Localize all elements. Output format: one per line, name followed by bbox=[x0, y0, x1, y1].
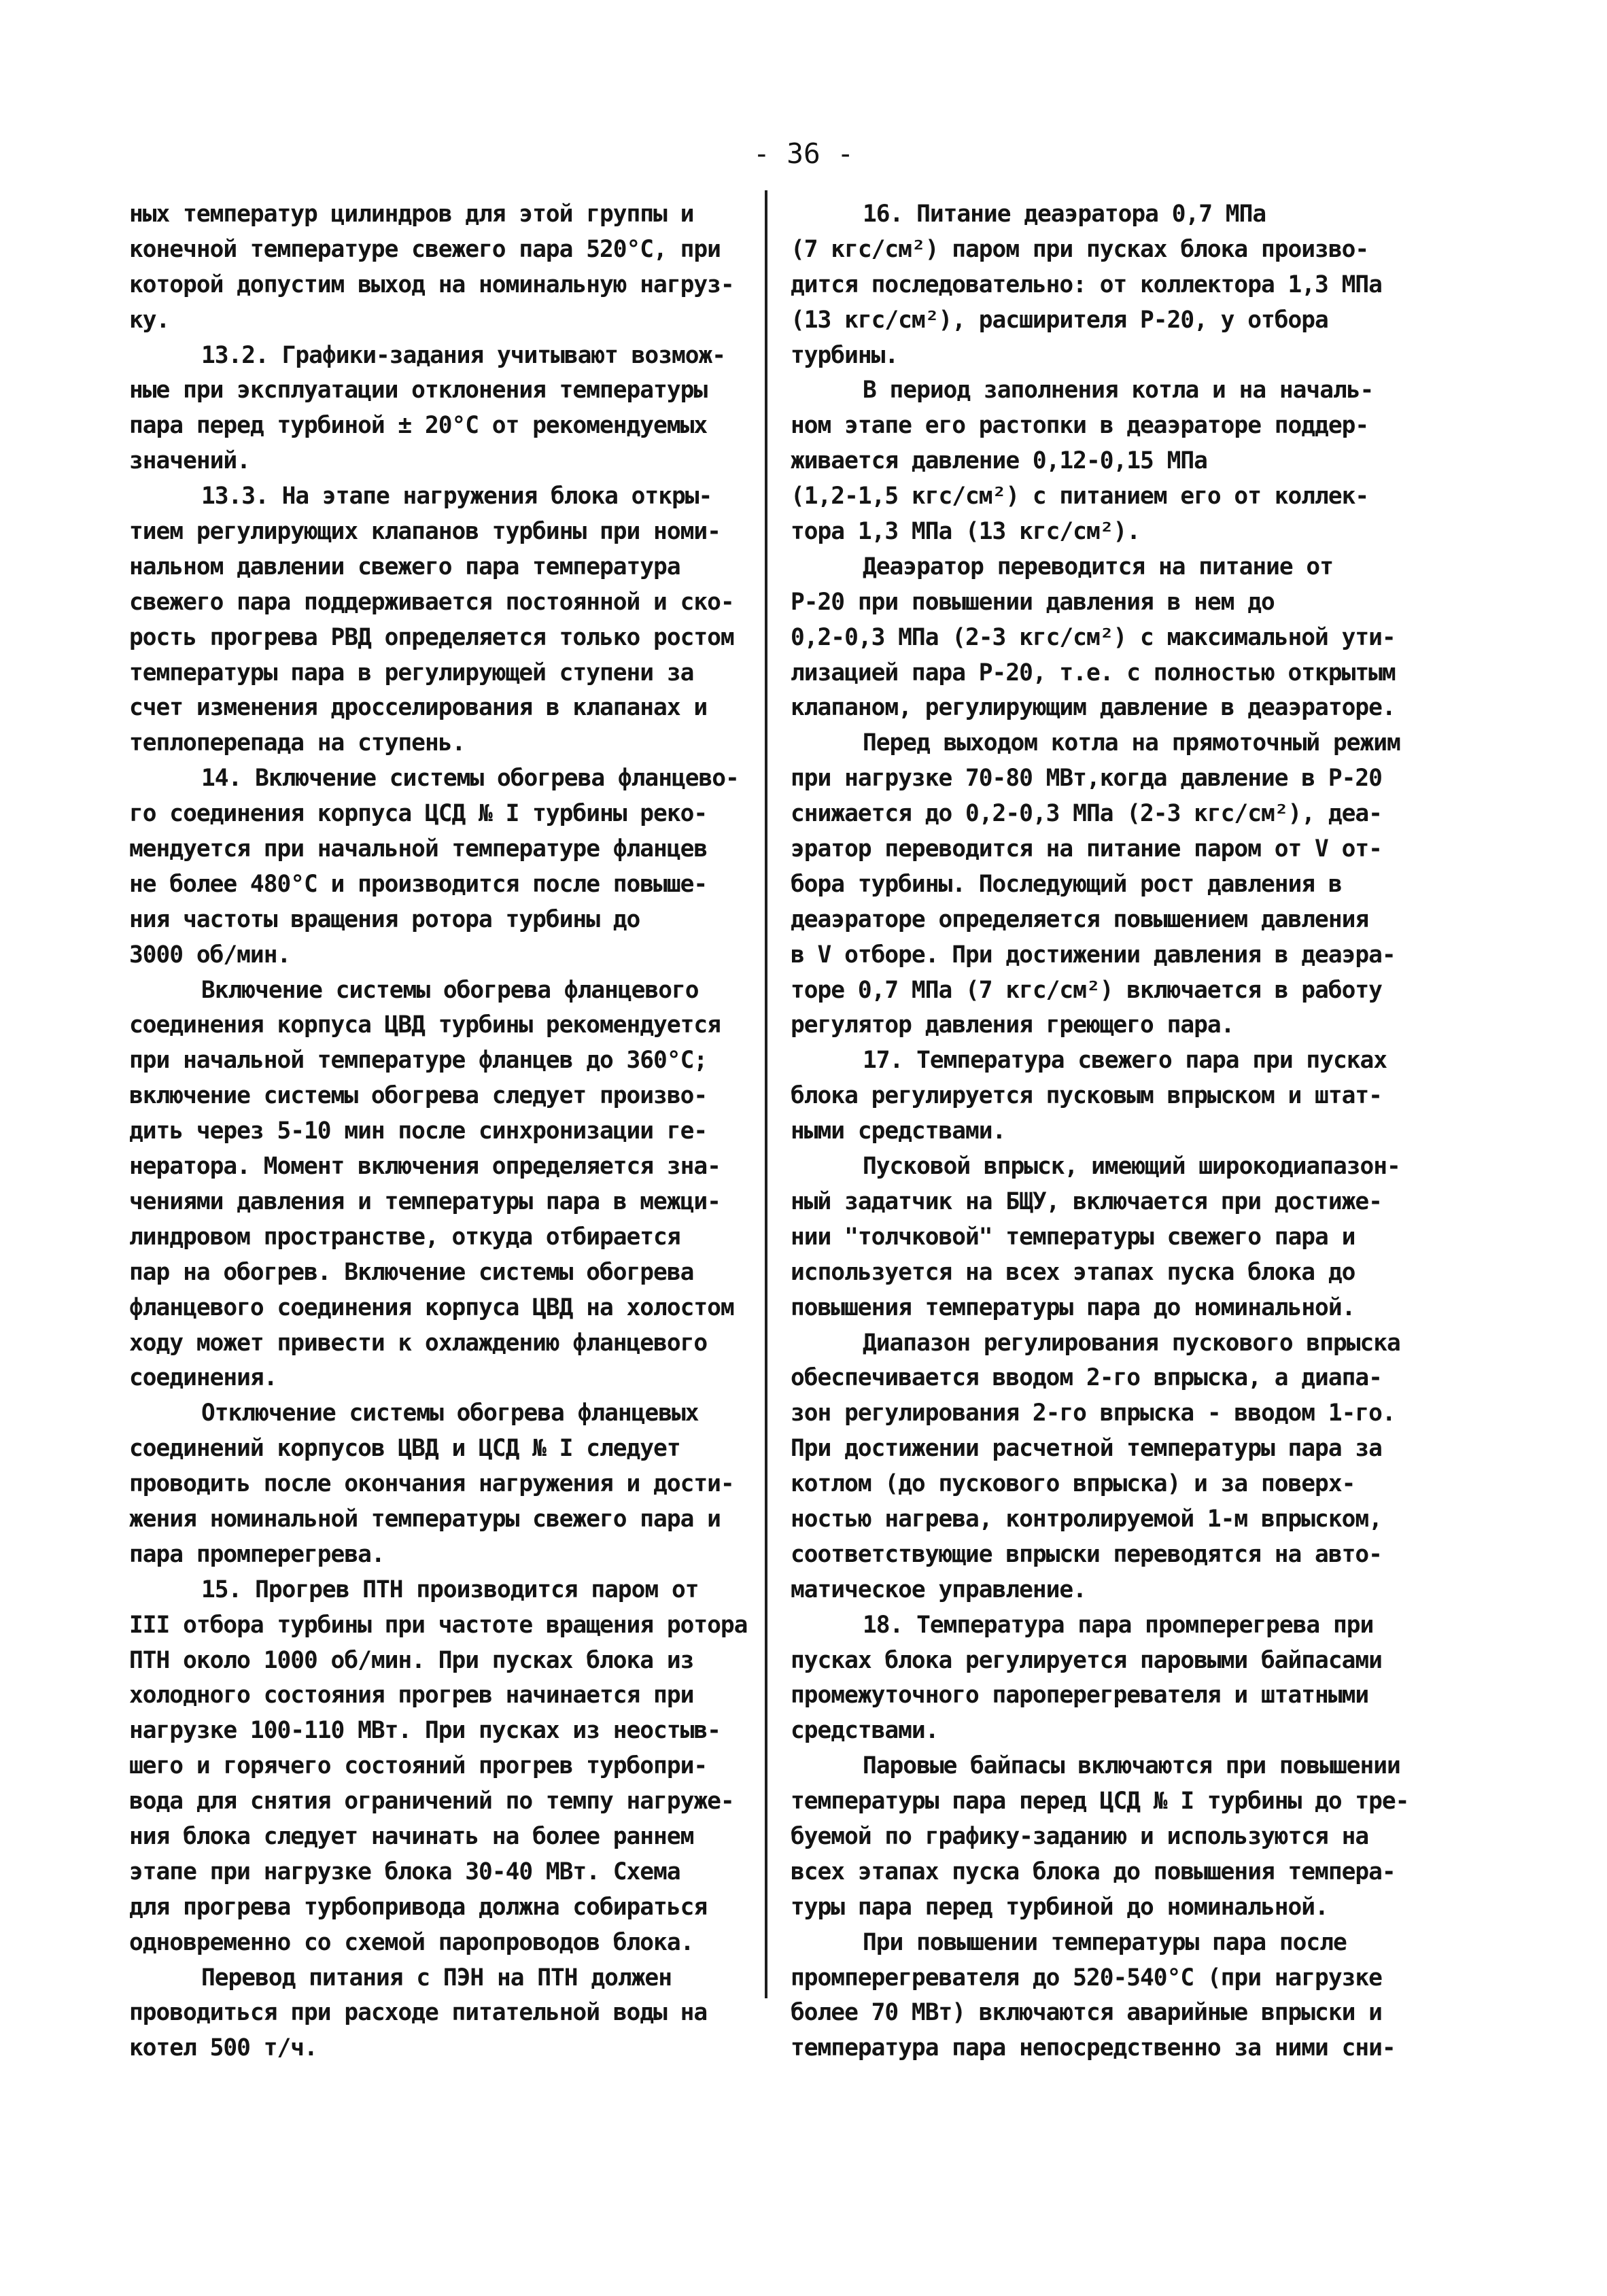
text-line: более 70 МВт) включаются аварийные впрыски и bbox=[791, 1999, 1382, 2027]
text-line: теплоперепада на ступень. bbox=[129, 729, 466, 757]
text-line: (1,2-1,5 кгс/см²) с питанием его от коллек- bbox=[791, 483, 1369, 510]
text-line: ный задатчик на БЩУ, включается при достиже- bbox=[791, 1187, 1382, 1215]
text-line: которой допустим выход на номинальную нагруз- bbox=[129, 271, 734, 298]
text-line: дится последовательно: от коллектора 1,3 МПа bbox=[791, 271, 1382, 298]
text-line: ПТН около 1000 об/мин. При пусках блока из bbox=[129, 1646, 694, 1674]
text-line: средствами. bbox=[791, 1717, 939, 1745]
text-line: туры пара перед турбиной до номинальной. bbox=[791, 1893, 1328, 1921]
text-line: свежего пара поддерживается постоянной и ско- bbox=[129, 588, 734, 616]
text-line: вода для снятия ограничений по темпу нагруже- bbox=[129, 1788, 734, 1815]
text-line: лизацией пара Р-20, т.е. с полностью открытым bbox=[791, 659, 1396, 686]
text-line: дить через 5-10 мин после синхронизации ге- bbox=[129, 1117, 708, 1145]
text-line: в V отборе. При достижении давления в деаэра- bbox=[791, 941, 1396, 969]
text-line: нератора. Момент включения определяется зна- bbox=[129, 1153, 721, 1181]
text-line: шего и горячего состояний прогрев турбопри- bbox=[129, 1752, 708, 1780]
text-line: рость прогрева РВД определяется только ростом bbox=[129, 623, 734, 651]
text-line: торе 0,7 МПа (7 кгс/см²) включается в работу bbox=[791, 976, 1382, 1004]
text-line: 14. Включение системы обогрева фланцево- bbox=[201, 765, 739, 793]
text-line: ходу может привести к охлаждению фланцевого bbox=[129, 1329, 708, 1357]
text-line: соединения. bbox=[129, 1364, 277, 1392]
text-line: пара промперегрева. bbox=[129, 1540, 385, 1568]
text-line: ном этапе его растопки в деаэраторе поддер- bbox=[791, 412, 1369, 440]
text-line: 3000 об/мин. bbox=[129, 941, 291, 969]
text-line: зон регулирования 2-го впрыска - вводом 1-го. bbox=[791, 1399, 1396, 1427]
text-line: температура пара непосредственно за ними сни- bbox=[791, 2034, 1396, 2062]
text-line: соответствующие впрыски переводятся на авто- bbox=[791, 1540, 1382, 1568]
text-line: 17. Температура свежего пара при пусках bbox=[863, 1047, 1387, 1075]
text-line: матическое управление. bbox=[791, 1576, 1086, 1603]
text-line: 13.3. На этапе нагружения блока откры- bbox=[201, 483, 712, 510]
text-line: ния блока следует начинать на более раннем bbox=[129, 1822, 694, 1850]
text-line: при начальной температуре фланцев до 360°С; bbox=[129, 1047, 708, 1075]
text-line: пар на обогрев. Включение системы обогрева bbox=[129, 1258, 694, 1286]
text-line: ку. bbox=[129, 306, 170, 334]
text-line: го соединения корпуса ЦСД № I турбины реко- bbox=[129, 800, 708, 828]
text-line: обеспечивается вводом 2-го впрыска, а диапа- bbox=[791, 1364, 1382, 1392]
text-line: не более 480°С и производится после повыше- bbox=[129, 870, 708, 898]
text-line: Р-20 при повышении давления в нем до bbox=[791, 588, 1275, 616]
text-line: Отключение системы обогрева фланцевых bbox=[201, 1399, 699, 1427]
text-line: нагрузке 100-110 МВт. При пусках из неостыв- bbox=[129, 1717, 721, 1745]
text-line: ных температур цилиндров для этой группы и bbox=[129, 201, 694, 228]
text-line: клапаном, регулирующим давление в деаэраторе. bbox=[791, 694, 1396, 722]
text-line: 13.2. Графики-задания учитывают возмож- bbox=[201, 341, 726, 369]
text-line: промперегревателя до 520-540°С (при нагрузке bbox=[791, 1964, 1382, 1991]
text-line: ные при эксплуатации отклонения температуры bbox=[129, 377, 708, 404]
text-line: При достижении расчетной температуры пара за bbox=[791, 1435, 1382, 1463]
text-line: тора 1,3 МПа (13 кгс/см²). bbox=[791, 518, 1141, 546]
text-line: Диапазон регулирования пускового впрыска bbox=[863, 1329, 1400, 1357]
text-line: 16. Питание деаэратора 0,7 МПа bbox=[863, 201, 1266, 228]
text-line: проводиться при расходе питательной воды на bbox=[129, 1999, 708, 2027]
text-line: бора турбины. Последующий рост давления в bbox=[791, 870, 1342, 898]
text-line: при нагрузке 70-80 МВт,когда давление в Р-20 bbox=[791, 765, 1382, 793]
right-column bbox=[791, 197, 1423, 2066]
text-line: Перед выходом котла на прямоточный режим bbox=[863, 729, 1400, 757]
text-line: Перевод питания с ПЭН на ПТН должен bbox=[201, 1964, 672, 1991]
text-line: пусках блока регулируется паровыми байпасами bbox=[791, 1646, 1382, 1674]
text-line: Включение системы обогрева фланцевого bbox=[201, 976, 699, 1004]
text-line: включение системы обогрева следует произво- bbox=[129, 1082, 708, 1110]
text-line: регулятор давления греющего пара. bbox=[791, 1011, 1234, 1039]
text-line: эратор переводится на питание паром от V от- bbox=[791, 835, 1382, 863]
text-line: соединения корпуса ЦВД турбины рекомендуется bbox=[129, 1011, 721, 1039]
text-line: ностью нагрева, контролируемой 1-м впрыском, bbox=[791, 1505, 1382, 1533]
text-line: (7 кгс/см²) паром при пусках блока произво- bbox=[791, 235, 1369, 263]
text-line: чениями давления и температуры пара в межци- bbox=[129, 1187, 721, 1215]
text-line: конечной температуре свежего пара 520°С, при bbox=[129, 235, 721, 263]
text-line: жения номинальной температуры свежего пара и bbox=[129, 1505, 721, 1533]
text-line: (13 кгс/см²), расширителя Р-20, у отбора bbox=[791, 306, 1328, 334]
text-line: котел 500 т/ч. bbox=[129, 2034, 317, 2062]
text-line: 18. Температура пара промперегрева при bbox=[863, 1611, 1374, 1639]
text-line: пара перед турбиной ± 20°С от рекомендуемых bbox=[129, 412, 708, 440]
text-line: всех этапах пуска блока до повышения темпера- bbox=[791, 1858, 1396, 1885]
text-line: температуры пара перед ЦСД № I турбины до тре- bbox=[791, 1788, 1409, 1815]
text-line: Пусковой впрыск, имеющий широкодиапазон- bbox=[863, 1153, 1400, 1181]
text-line: живается давление 0,12-0,15 МПа bbox=[791, 447, 1207, 475]
text-line: буемой по графику-заданию и используются на bbox=[791, 1822, 1369, 1850]
text-line: котлом (до пускового впрыска) и за поверх- bbox=[791, 1470, 1355, 1498]
text-line: В период заполнения котла и на началь- bbox=[863, 377, 1374, 404]
text-line: ния частоты вращения ротора турбины до bbox=[129, 905, 640, 933]
text-line: мендуется при начальной температуре фланцев bbox=[129, 835, 708, 863]
text-line: используется на всех этапах пуска блока до bbox=[791, 1258, 1355, 1286]
text-line: 15. Прогрев ПТН производится паром от bbox=[201, 1576, 699, 1603]
text-line: III отбора турбины при частоте вращения ротора bbox=[129, 1611, 748, 1639]
text-line: нии "толчковой" температуры свежего пара и bbox=[791, 1223, 1355, 1251]
text-line: температуры пара в регулирующей ступени за bbox=[129, 659, 694, 686]
text-line: нальном давлении свежего пара температура bbox=[129, 553, 680, 580]
text-line: повышения температуры пара до номинальной. bbox=[791, 1293, 1355, 1321]
text-line: тием регулирующих клапанов турбины при номи- bbox=[129, 518, 721, 546]
text-line: линдровом пространстве, откуда отбирается bbox=[129, 1223, 680, 1251]
text-line: одновременно со схемой паропроводов блока. bbox=[129, 1928, 694, 1956]
text-line: счет изменения дросселирования в клапанах и bbox=[129, 694, 708, 722]
text-line: Деаэратор переводится на питание от bbox=[863, 553, 1333, 580]
text-line: фланцевого соединения корпуса ЦВД на холостом bbox=[129, 1293, 734, 1321]
text-line: блока регулируется пусковым впрыском и штат- bbox=[791, 1082, 1382, 1110]
text-line: холодного состояния прогрев начинается при bbox=[129, 1682, 694, 1709]
left-column bbox=[129, 197, 748, 2066]
text-line: проводить после окончания нагружения и дости- bbox=[129, 1470, 734, 1498]
text-line: значений. bbox=[129, 447, 250, 475]
text-line: для прогрева турбопривода должна собираться bbox=[129, 1893, 708, 1921]
text-line: ными средствами. bbox=[791, 1117, 1006, 1145]
text-line: При повышении температуры пара после bbox=[863, 1928, 1347, 1956]
text-line: соединений корпусов ЦВД и ЦСД № I следует bbox=[129, 1435, 680, 1463]
text-line: турбины. bbox=[791, 341, 899, 369]
text-line: 0,2-0,3 МПа (2-3 кгс/см²) с максимальной ути- bbox=[791, 623, 1396, 651]
text-line: промежуточного пароперегревателя и штатными bbox=[791, 1682, 1369, 1709]
text-line: Паровые байпасы включаются при повышении bbox=[863, 1752, 1400, 1780]
text-line: снижается до 0,2-0,3 МПа (2-3 кгс/см²), деа- bbox=[791, 800, 1382, 828]
page-number: - 36 - bbox=[753, 137, 854, 170]
text-line: деаэраторе определяется повышением давления bbox=[791, 905, 1369, 933]
column-divider bbox=[765, 190, 767, 1998]
text-line: этапе при нагрузке блока 30-40 МВт. Схема bbox=[129, 1858, 680, 1885]
